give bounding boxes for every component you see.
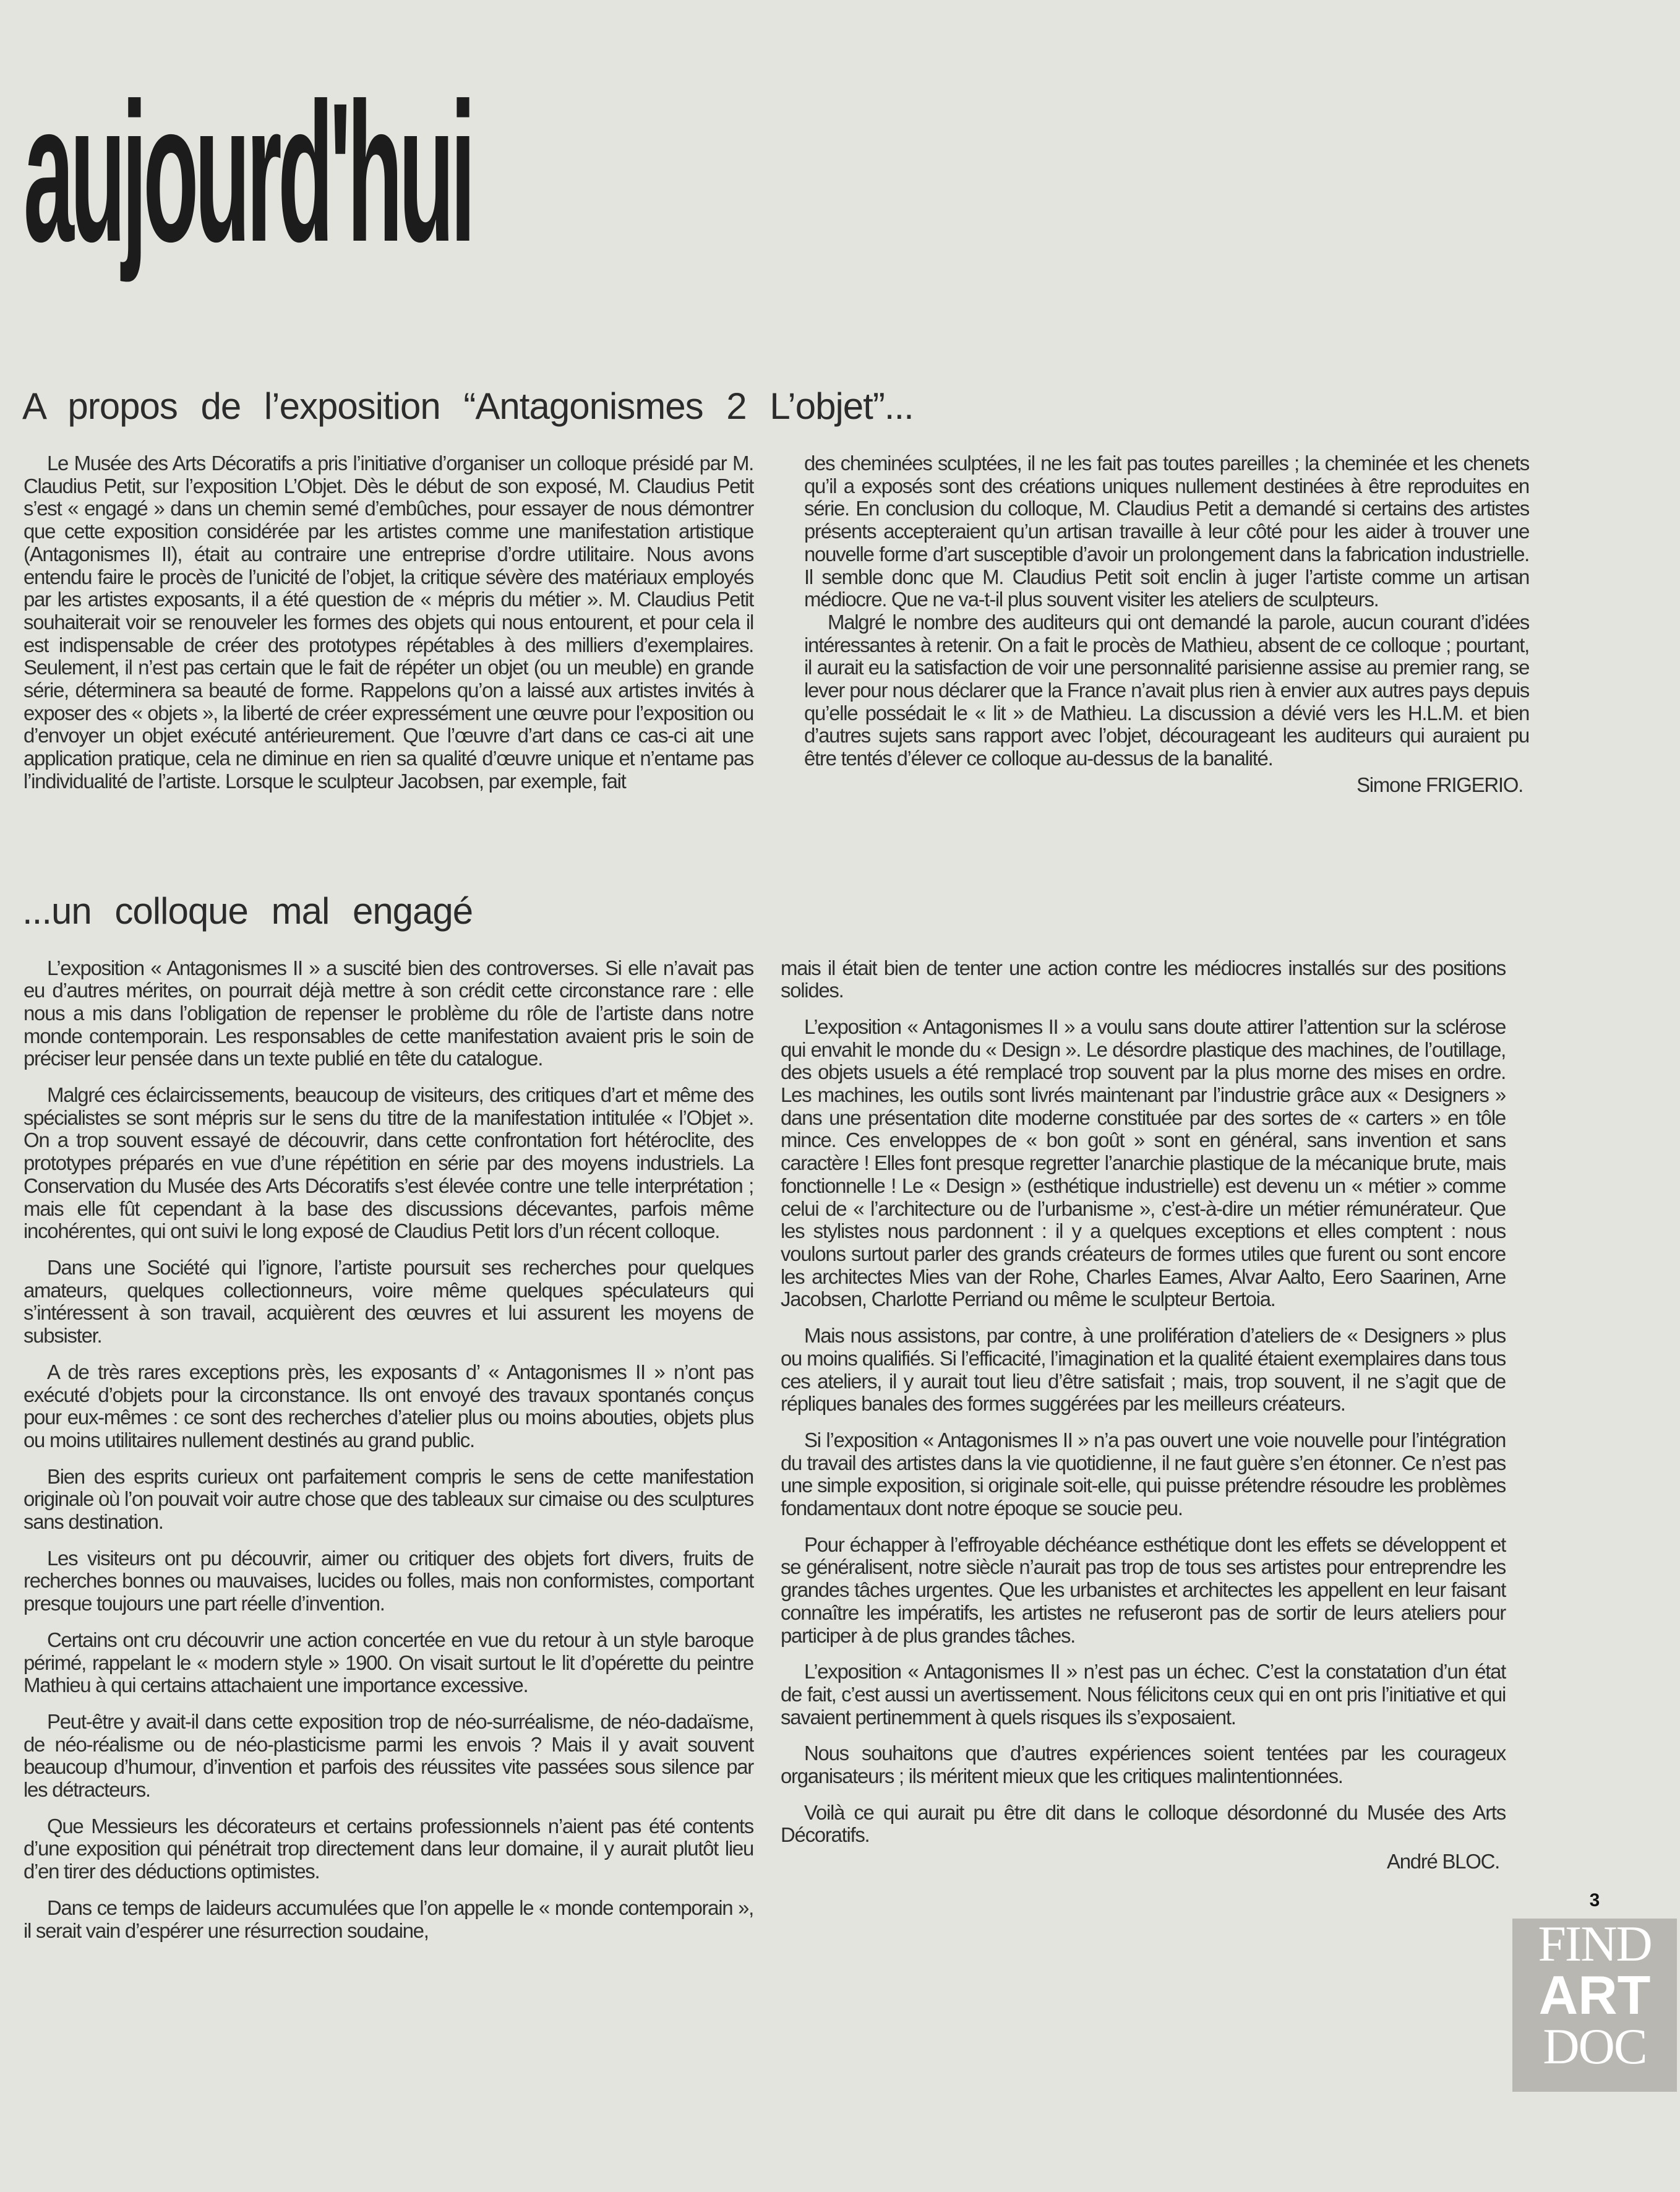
article2-columns (24, 957, 1656, 1943)
author-signature: André BLOC. (1387, 1850, 1499, 1873)
paragraph: L’exposition « Antagonismes II » a suscité bien des controverses. Si elle n’avait pas eu d’autres mérites, on pourrait déjà mettre à son crédit cette circonstance rare : elle nous a mis dans l’obligation de repenser le problème du rôle de l’artiste dans notre monde contemporain. Les responsables de cette manifestation avaient pris le soin de préciser leur pensée dans un texte publié en tête du catalogue. (24, 956, 753, 1070)
article-title-colloque: ...un colloque mal engagé (22, 890, 473, 932)
author-signature: Simone FRIGERIO. (1356, 773, 1523, 796)
paragraph: Nous souhaitons que d’autres expériences soient tentées par les courageux organisateurs ; ils méritent mieux que les critiques malintentionnées. (781, 1742, 1506, 1788)
watermark-line: FIND (1538, 1915, 1652, 1972)
article-exposition (24, 385, 1656, 797)
paragraph: Que Messieurs les décorateurs et certains professionnels n’aient pas été contents d’une exposition qui pénétrait trop directement dans leur domaine, il y aurait plutôt lieu d’en tirer des déductions optimistes. (24, 1814, 753, 1883)
article1-column-right (804, 452, 1529, 797)
paragraph: Les visiteurs ont pu découvrir, aimer ou critiquer des objets fort divers, fruits de recherches bonnes ou mauvaises, lucides ou folles, mais non conformistes, comportant presque toujours une part réelle d’invention. (24, 1546, 753, 1615)
paragraph: Peut-être y avait-il dans cette exposition trop de néo-surréalisme, de néo-dadaïsme, de néo-réalisme ou de néo-plasticisme parmi les envois ? Mais il y avait souvent beaucoup d’humour, d’invention et parfois des réussites vite passées sous silence par les détracteurs. (24, 1709, 753, 1802)
paragraph: Voilà ce qui aurait pu être dit dans le colloque désordonné du Musée des Arts Décoratifs. (781, 1800, 1506, 1847)
article-colloque (24, 890, 1656, 1943)
masthead-area (24, 61, 1656, 283)
paragraph: Bien des esprits curieux ont parfaitement compris le sens de cette manifestation originale où l’on pouvait voir autre chose que des tableaux sur cimaise ou des sculptures sans destination. (24, 1464, 753, 1534)
paragraph: mais il était bien de tenter une action contre les médiocres installés sur des positions solides. (781, 956, 1506, 1002)
article-title-exposition: A propos de l’exposition “Antagonismes 2 L’objet”... (22, 385, 914, 427)
watermark-line: DOC (1543, 2018, 1647, 2075)
paragraph: Le Musée des Arts Décoratifs a pris l’initiative d’organiser un colloque présidé par M. Claudius Petit, sur l’exposition L’Objet. Dès le début de son exposé, M. Claudius Petit s’est « engagé » dans un chemin semé d’embûches, pour essayer de nous démontrer que cette exposition considérée par les artistes comme une manifestation artistique (Antagonismes II), était au contraire une entreprise d’ordre utilitaire. Nous avons entendu faire le procès de l’unicité de l’objet, la critique sévère des matériaux employés par les artistes exposants, il a été question de « mépris du métier ». M. Claudius Petit souhaiterait voir se renouveler les formes des objets qui nous entourent, et pour cela il est indispensable de créer des prototypes répétables à des milliers d’exemplaires. Seulement, il n’est pas certain que le fait de répéter un objet (ou un meuble) en grande série, déterminera sa beauté de forme. Rappelons qu’on a laissé aux artistes invités à exposer des « objets », la liberté de créer expressément une œuvre pour l’exposition ou d’envoyer un objet exécuté antérieurement. Que l’œuvre d’art dans ce cas-ci ait une application pratique, cela ne diminue en rien sa qualité d’œuvre unique et n’entame pas l’individualité de l’artiste. Lorsque le sculpteur Jacobsen, par exemple, fait (24, 452, 753, 793)
findartdoc-watermark-logo (1512, 1915, 1677, 2092)
paragraph: Mais nous assistons, par contre, à une prolifération d’ateliers de « Designers » plus ou moins qualifiés. Si l’efficacité, l’imagination et la qualité étaient exemplaires dans tous ces ateliers, il y aurait tout lieu d’être satisfait ; mais, trop souvent, il ne s’agit que de répliques banales des formes suggérées par les meilleurs créateurs. (781, 1324, 1506, 1416)
article1-column-left (24, 452, 753, 793)
paragraph: Malgré ces éclaircissements, beaucoup de visiteurs, des critiques d’art et même des spécialistes se sont mépris sur le sens du titre de la manifestation intitulée « l’Objet ». On a trop souvent essayé de découvrir, dans cette confrontation fort hétéroclite, des prototypes préparés en vue d’une répétition en série par des moyens industriels. La Conservation du Musée des Arts Décoratifs s’est élevée contre une telle interprétation ; mais elle fût cependant à la base des discussions décevantes, parfois même incohérentes, qui ont suivi le long exposé de Claudius Petit lors d’un récent colloque. (24, 1083, 753, 1243)
article2-column-right (781, 957, 1506, 1873)
paragraph: Dans ce temps de laideurs accumulées que l’on appelle le « monde contemporain », il serait vain d’espérer une résurrection soudaine, (24, 1896, 753, 1942)
article2-column-left (24, 957, 753, 1943)
paragraph: L’exposition « Antagonismes II » n’est pas un échec. C’est la constatation d’un état de fait, c’est aussi un avertissement. Nous félicitons ceux qui en ont pris l’initiative et qui savaient pertinemment à quels risques ils s’exposaient. (781, 1660, 1506, 1729)
paragraph: Certains ont cru découvrir une action concertée en vue du retour à un style baroque périmé, rappelant le « modern style » 1900. On visait surtout le lit d’opérette du peintre Mathieu à qui certains attachaient une importance excessive. (24, 1628, 753, 1697)
article1-columns (24, 452, 1656, 797)
paragraph: Dans une Société qui l’ignore, l’artiste poursuit ses recherches pour quelques amateurs, quelques collectionneurs, voire même quelques spéculateurs qui s’intéressent à son travail, acquièrent des œuvres et lui assurent les moyens de subsister. (24, 1255, 753, 1347)
watermark-line: ART (1538, 1964, 1651, 2026)
paragraph: Malgré le nombre des auditeurs qui ont demandé la parole, aucun courant d’idées intéressantes à retenir. On a fait le procès de Mathieu, absent de ce colloque ; pourtant, il aurait eu la satisfaction de voir une personnalité parisienne assise au premier rang, se lever pour nous déclarer que la France n’avait plus rien à envier aux autres pays depuis qu’elle possédait le « lit » de Mathieu. La discussion a dévié vers les H.L.M. et bien d’autres sujets sans rapport avec l’objet, décourageant les auditeurs qui auraient pu être tentés d’élever ce colloque au-dessus de la banalité. (804, 610, 1529, 770)
paragraph: Si l’exposition « Antagonismes II » n’a pas ouvert une voie nouvelle pour l’intégration du travail des artistes dans la vie quotidienne, il ne faut guère s’en étonner. Ce n’est pas une simple exposition, si originale soit-elle, qui puisse prétendre résoudre les problèmes fondamentaux dont notre époque se soucie peu. (781, 1428, 1506, 1520)
paragraph: Pour échapper à l’effroyable déchéance esthétique dont les effets se développent et se généralisent, notre siècle n’aurait pas trop de tous ses artistes pour entreprendre les grandes tâches urgentes. Que les urbanistes et architectes les appellent en leur faisant connaître les impératifs, les artistes ne refuseront pas de sortir de leurs ateliers pour participer à de plus grandes tâches. (781, 1532, 1506, 1647)
paragraph: des cheminées sculptées, il ne les fait pas toutes pareilles ; la cheminée et les chenets qu’il a exposés sont des créations uniques nullement destinées à être reproduites en série. En conclusion du colloque, M. Claudius Petit a demandé si certains des artistes présents accepteraient qu’un artisan travaille à leur côté pour les aider à trouver une nouvelle forme d’art susceptible d’avoir un prolongement dans la fabrication industrielle. Il semble donc que M. Claudius Petit soit enclin à juger l’artiste comme un artisan médiocre. Que ne va-t-il plus souvent visiter les ateliers de sculpteurs. (804, 452, 1529, 611)
page-number: 3 (1589, 1890, 1600, 1911)
paragraph: A de très rares exceptions près, les exposants d’ « Antagonismes II » n’ont pas exécuté d’objets pour la circonstance. Ils ont envoyé des travaux spontanés conçus pour eux-mêmes : ce sont des recherches d’atelier plus ou moins abouties, objets plus ou moins utilitaires nullement destinés au grand public. (24, 1360, 753, 1451)
magazine-masthead: aujourd'hui (24, 61, 472, 283)
paragraph: L’exposition « Antagonismes II » a voulu sans doute attirer l’attention sur la sclérose qui envahit le monde du « Design ». Le désordre plastique des machines, de l’outillage, des objets usuels a été remplacé trop souvent par la plus morne des mises en ordre. Les machines, les outils sont livrés maintenant par l’industrie grâce aux « Designers » dans une présentation dite moderne constituée par des sortes de « carters » en tôle mince. Ces enveloppes de « bon goût » sont en général, sans invention et sans caractère ! Elles font presque regretter l’anarchie plastique de la mécanique brute, mais fonctionnelle ! Le « Design » (esthétique industrielle) est devenu un « métier » comme celui de « l’architecture ou de l’urbanisme », c’est-à-dire un métier rémunérateur. Que les stylistes nous pardonnent : il y a quelques exceptions et elles comptent : nous voulons surtout parler des grands créateurs de formes utiles que furent ou sont encore les architectes Mies van der Rohe, Charles Eames, Alvar Aalto, Eero Saarinen, Arne Jacobsen, Charlotte Perriand ou même le sculpteur Bertoia. (781, 1015, 1506, 1311)
